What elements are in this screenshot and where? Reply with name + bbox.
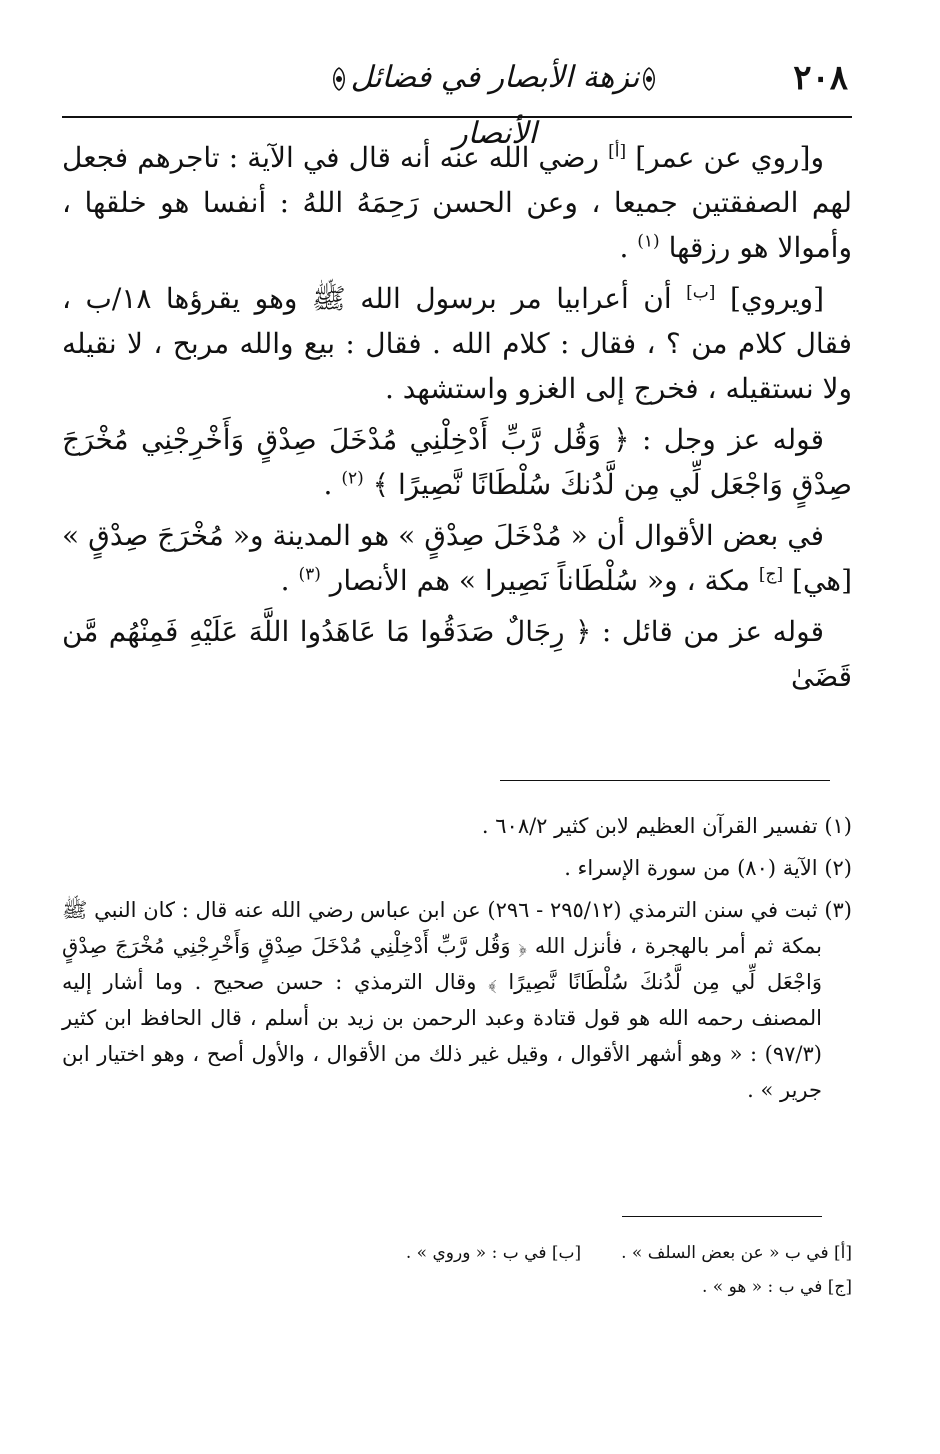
main-text: [62, 135, 852, 705]
footnote-ref: (٣): [298, 564, 321, 585]
paragraph-3: [62, 417, 852, 507]
variant-row: [62, 1270, 852, 1304]
variant-marker: [أ]: [608, 141, 627, 162]
text-span: و[روي عن عمر]: [635, 141, 825, 174]
header-divider: [62, 116, 852, 118]
variant-marker: [ب]: [686, 282, 716, 303]
variant-marker: [ج]: [758, 564, 784, 585]
variant-note-a: [أ] في ب « عن بعض السلف » .: [621, 1243, 852, 1263]
paragraph-1: [62, 135, 852, 270]
paragraph-5: [62, 609, 852, 699]
variant-note-c: [ج] في ب : « هو » .: [701, 1277, 852, 1297]
quran-verse: قوله عز من قائل : ﴿ رِجَالٌ صَدَقُوا مَا عَاهَدُوا اللَّهَ عَلَيْهِ فَمِنْهُم مَّن قَضَىٰ: [62, 615, 852, 693]
footnote-2: (٢) الآية (٨٠) من سورة الإسراء .: [564, 856, 852, 880]
ornament-icon: [326, 66, 352, 92]
manuscript-variants: [62, 1236, 852, 1304]
running-title: نزهة الأبصار في فضائل الأنصار: [350, 60, 640, 151]
footnote-ref: (٢): [341, 468, 364, 489]
variants-divider: [622, 1216, 822, 1217]
variant-row: [62, 1236, 852, 1270]
text-span: [ويروي]: [729, 282, 825, 315]
quran-verse: قوله عز وجل : ﴿ وَقُل رَّبِّ أَدْخِلْنِي مُدْخَلَ صِدْقٍ وَأَخْرِجْنِي مُخْرَجَ صِدْقٍ وَاجْعَل لِّي مِن لَّدُنكَ سُلْطَانًا نَّصِيرًا ﴾: [62, 423, 852, 501]
footnote-1: (١) تفسير القرآن العظيم لابن كثير ٦٠٨/٢ .: [481, 814, 852, 838]
footnote-3: (٣) ثبت في سنن الترمذي (٢٩٥/١٢ - ٢٩٦) عن ابن عباس رضي الله عنه قال : كان النبي ﷺ بمكة ثم أمر بالهجرة ، فأنزل الله ﴿ وَقُل رَّبِّ أَدْخِلْنِي مُدْخَلَ صِدْقٍ وَأَخْرِجْنِي مُخْرَجَ صِدْقٍ وَاجْعَل لِّي مِن لَّدُنكَ سُلْطَانًا نَّصِيرًا ﴾ وقال الترمذي : حسن صحيح . وما أشار إليه المصنف رحمه الله هو قول قتادة وعبد الرحمن بن زيد بن أسلم ، قال الحافظ ابن كثير (٩٧/٣) : « وهو أشهر الأقوال ، وقيل غير ذلك من الأقوال ، والأول أصح ، وهو اختيار ابن جرير » .: [62, 898, 852, 1102]
paragraph-4: [62, 513, 852, 603]
footnote-divider: [500, 780, 830, 781]
page-number: ٢٠٨: [793, 58, 848, 98]
text-span: .: [323, 468, 333, 501]
footnotes: [62, 808, 852, 1114]
text-span: .: [619, 231, 629, 264]
variant-note-b: [ب] في ب : « وروي » .: [405, 1243, 582, 1263]
paragraph-2: [62, 276, 852, 411]
text-span: مكة ، و« سُلْطَاناً نَصِيرا » هم الأنصار: [329, 564, 750, 597]
footnote-ref: (١): [637, 231, 660, 252]
text-span: أن أعرابيا مر برسول الله ﷺ وهو يقرؤها ١٨/ب ، فقال كلام من ؟ ، فقال : كلام الله . فقال : بيع والله مربح ، لا نقيله ولا نستقيله ، فخرج إلى الغزو واستشهد .: [62, 282, 852, 405]
text-span: رضي الله عنه أنه قال في الآية : تاجرهم فجعل لهم الصفقتين جميعا ، وعن الحسن رَحِمَهُ اللهُ : أنفسا هو خلقها ، وأموالا هو رزقها: [62, 141, 852, 264]
text-span: .: [280, 564, 290, 597]
text-span: في بعض الأقوال أن « مُدْخَلَ صِدْقٍ » هو المدينة و« مُخْرَجَ صِدْقٍ » [هي]: [62, 519, 852, 597]
